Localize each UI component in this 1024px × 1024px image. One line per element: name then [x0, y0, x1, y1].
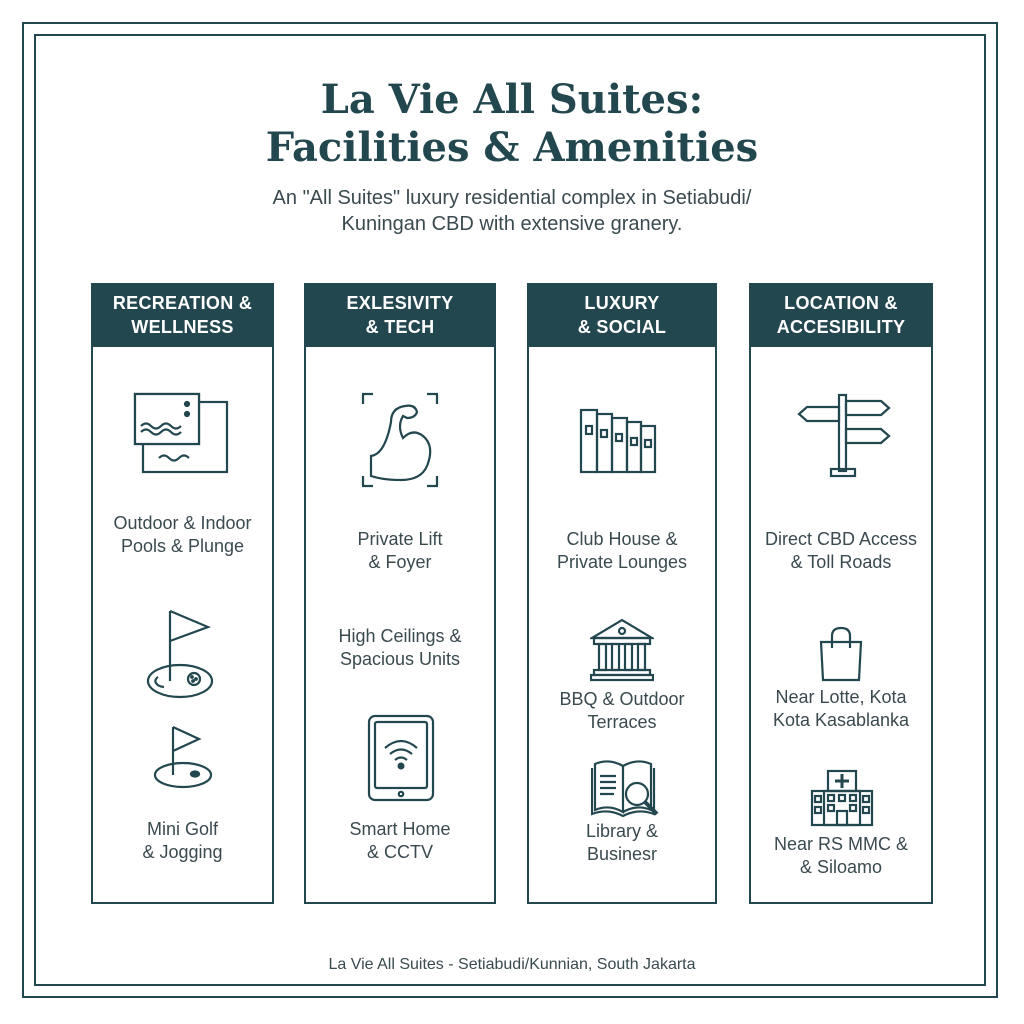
column-heading [304, 283, 496, 347]
item-label-line-2: Kota Kasablanka [772, 710, 910, 730]
item-label-line-2: Pools & Plunge [120, 536, 245, 556]
item-label-line-2: & Jogging [142, 842, 223, 862]
item-label-line-2: & Toll Roads [790, 552, 892, 572]
item-cbd-access [751, 528, 931, 574]
item-label-line-2: Terraces [587, 712, 657, 732]
column-heading-line-1: LUXURY [584, 293, 660, 313]
column-heading-line-2: ACCESIBILITY [776, 317, 906, 337]
column-heading-line-2: & SOCIAL [577, 317, 667, 337]
item-pools [93, 512, 272, 558]
item-near-rs-mmc [751, 833, 931, 879]
item-label-line-1: Direct CBD Access [764, 529, 918, 549]
book-magnifier-icon [591, 758, 661, 818]
golf-flag-icon-small [153, 725, 215, 789]
column-heading-line-1: EXLESIVITY [346, 293, 454, 313]
item-label-line-1: Private Lift [357, 529, 443, 549]
item-label-line-2: Spacious Units [339, 649, 461, 669]
books-icon [579, 408, 669, 474]
pool-icon [133, 392, 229, 476]
item-label-line-1: BBQ & Outdoor [559, 689, 685, 709]
column-heading-line-1: RECREATION & [112, 293, 253, 313]
item-label-line-1: Library & [585, 821, 659, 841]
column-heading [527, 283, 717, 347]
item-bbq [529, 688, 715, 734]
column-heading [91, 283, 274, 347]
column-exlesivity-tech [304, 283, 496, 904]
item-library [529, 820, 715, 866]
hospital-icon [810, 769, 874, 827]
signpost-icon [797, 393, 891, 479]
item-near-lotte [751, 686, 931, 732]
item-label-line-2: & Siloamo [799, 857, 883, 877]
shopping-bag-icon [817, 626, 865, 682]
column-luxury-social [527, 283, 717, 904]
item-label-line-1: Outdoor & Indoor [113, 513, 252, 533]
item-label-line-1: Near Lotte, Kota [775, 687, 907, 707]
column-heading-line-2: & TECH [365, 317, 435, 337]
item-label-line-1: High Ceilings & [338, 626, 462, 646]
item-label-line-1: Smart Home [349, 819, 451, 839]
page-title-line-1: La Vie All Suites: [320, 76, 704, 123]
item-private-lift [306, 528, 494, 574]
flexed-arm-icon [361, 392, 441, 488]
tablet-wifi-icon [367, 714, 435, 802]
item-club-house [529, 528, 715, 574]
pavilion-icon [590, 618, 654, 682]
item-smart-home [306, 818, 494, 864]
column-recreation-wellness [91, 283, 274, 904]
item-label-line-1: Near RS MMC & [773, 834, 908, 854]
column-location-accesibility [749, 283, 933, 904]
item-label-line-1: Club House & [566, 529, 678, 549]
item-label-line-1: Mini Golf [146, 819, 218, 839]
item-label-line-2: Private Lounges [556, 552, 688, 572]
item-label-line-2: & CCTV [366, 842, 433, 862]
item-mini-golf [93, 818, 272, 864]
item-high-ceilings [306, 625, 494, 671]
item-label-line-2: Businesr [586, 844, 658, 864]
subtitle-line-2: Kuningan CBD with extensive granery. [341, 213, 683, 235]
page-title-line-2: Facilities & Amenities [265, 124, 759, 171]
column-heading [749, 283, 933, 347]
footer-caption: La Vie All Suites - Setiabudi/Kunnian, South Jakarta [328, 956, 696, 973]
column-heading-line-2: WELLNESS [131, 317, 234, 337]
golf-flag-icon [146, 607, 218, 699]
subtitle-line-1: An "All Suites" luxury residential complex in Setiabudi/ [272, 187, 752, 209]
item-label-line-2: & Foyer [368, 552, 432, 572]
column-heading-line-1: LOCATION & [784, 293, 898, 313]
